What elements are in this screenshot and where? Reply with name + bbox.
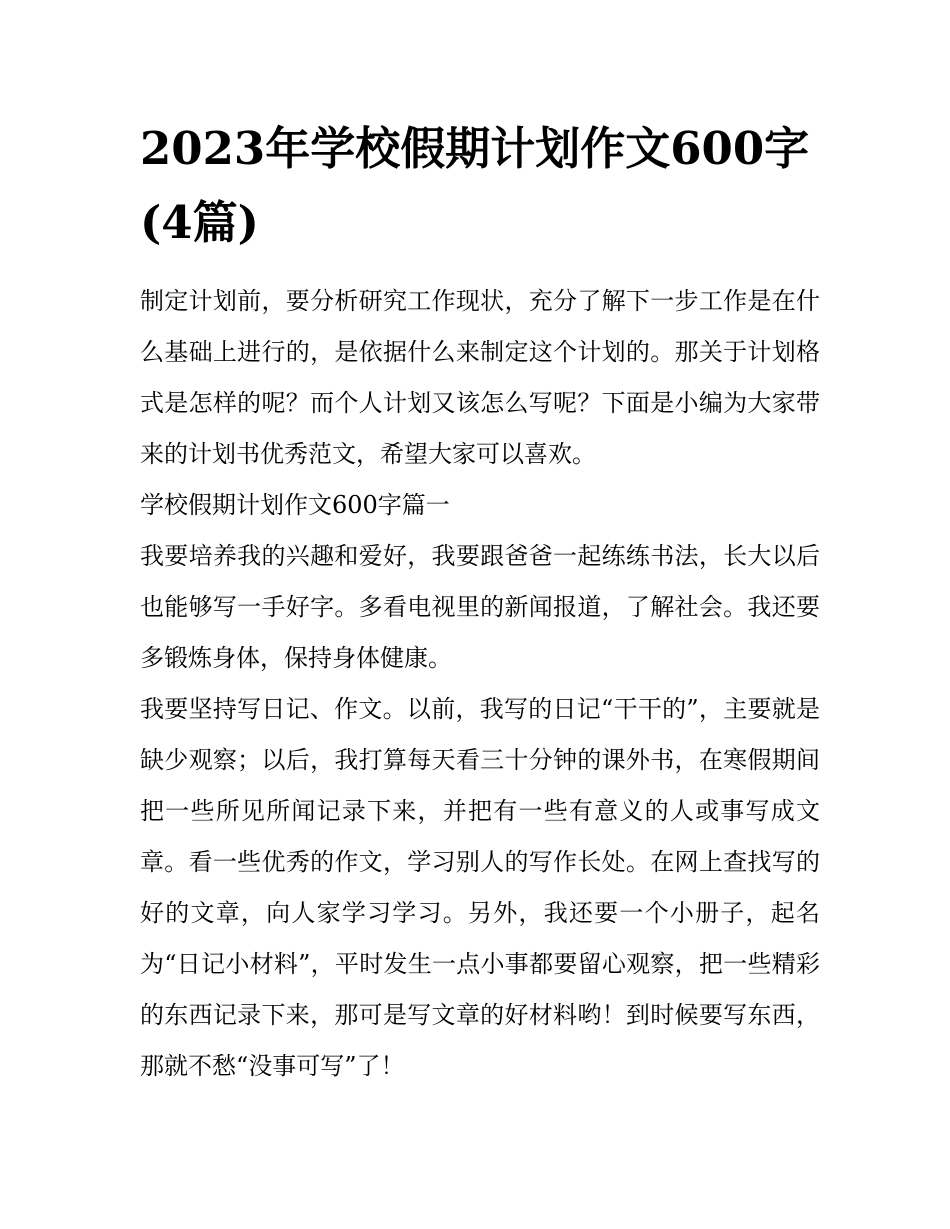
body-paragraph: 我要培养我的兴趣和爱好，我要跟爸爸一起练练书法，长大以后也能够写一手好字。多看电视里的新闻报道，了解社会。我还要多锻炼身体，保持身体健康。 <box>140 542 820 672</box>
section-heading: 学校假期计划作文600字篇一 <box>140 491 450 519</box>
document-title: 2023年学校假期计划作文600字(4篇) <box>140 122 810 249</box>
body-paragraph: 我要坚持写日记、作文。以前，我写的日记“干干的”，主要就是缺少观察；以后，我打算每天看三十分钟的课外书，在寒假期间把一些所见所闻记录下来，并把有一些有意义的人或事写成文章。看一些优秀的作文，学习别人的写作长处。在网上查找写的好的文章，向人家学习学习。另外，我还要一个小册子，起名为“日记小材料”，平时发生一点小事都要留心观察，把一些精彩的东西记录下来，那可是写文章的好材料哟！到时候要写东西，那就不愁“没事可写”了！ <box>140 695 820 1080</box>
document-body <box>140 276 820 1092</box>
intro-paragraph: 制定计划前，要分析研究工作现状，充分了解下一步工作是在什么基础上进行的，是依据什么来制定这个计划的。那关于计划格式是怎样的呢？而个人计划又该怎么写呢？下面是小编为大家带来的计划书优秀范文，希望大家可以喜欢。 <box>140 287 820 468</box>
